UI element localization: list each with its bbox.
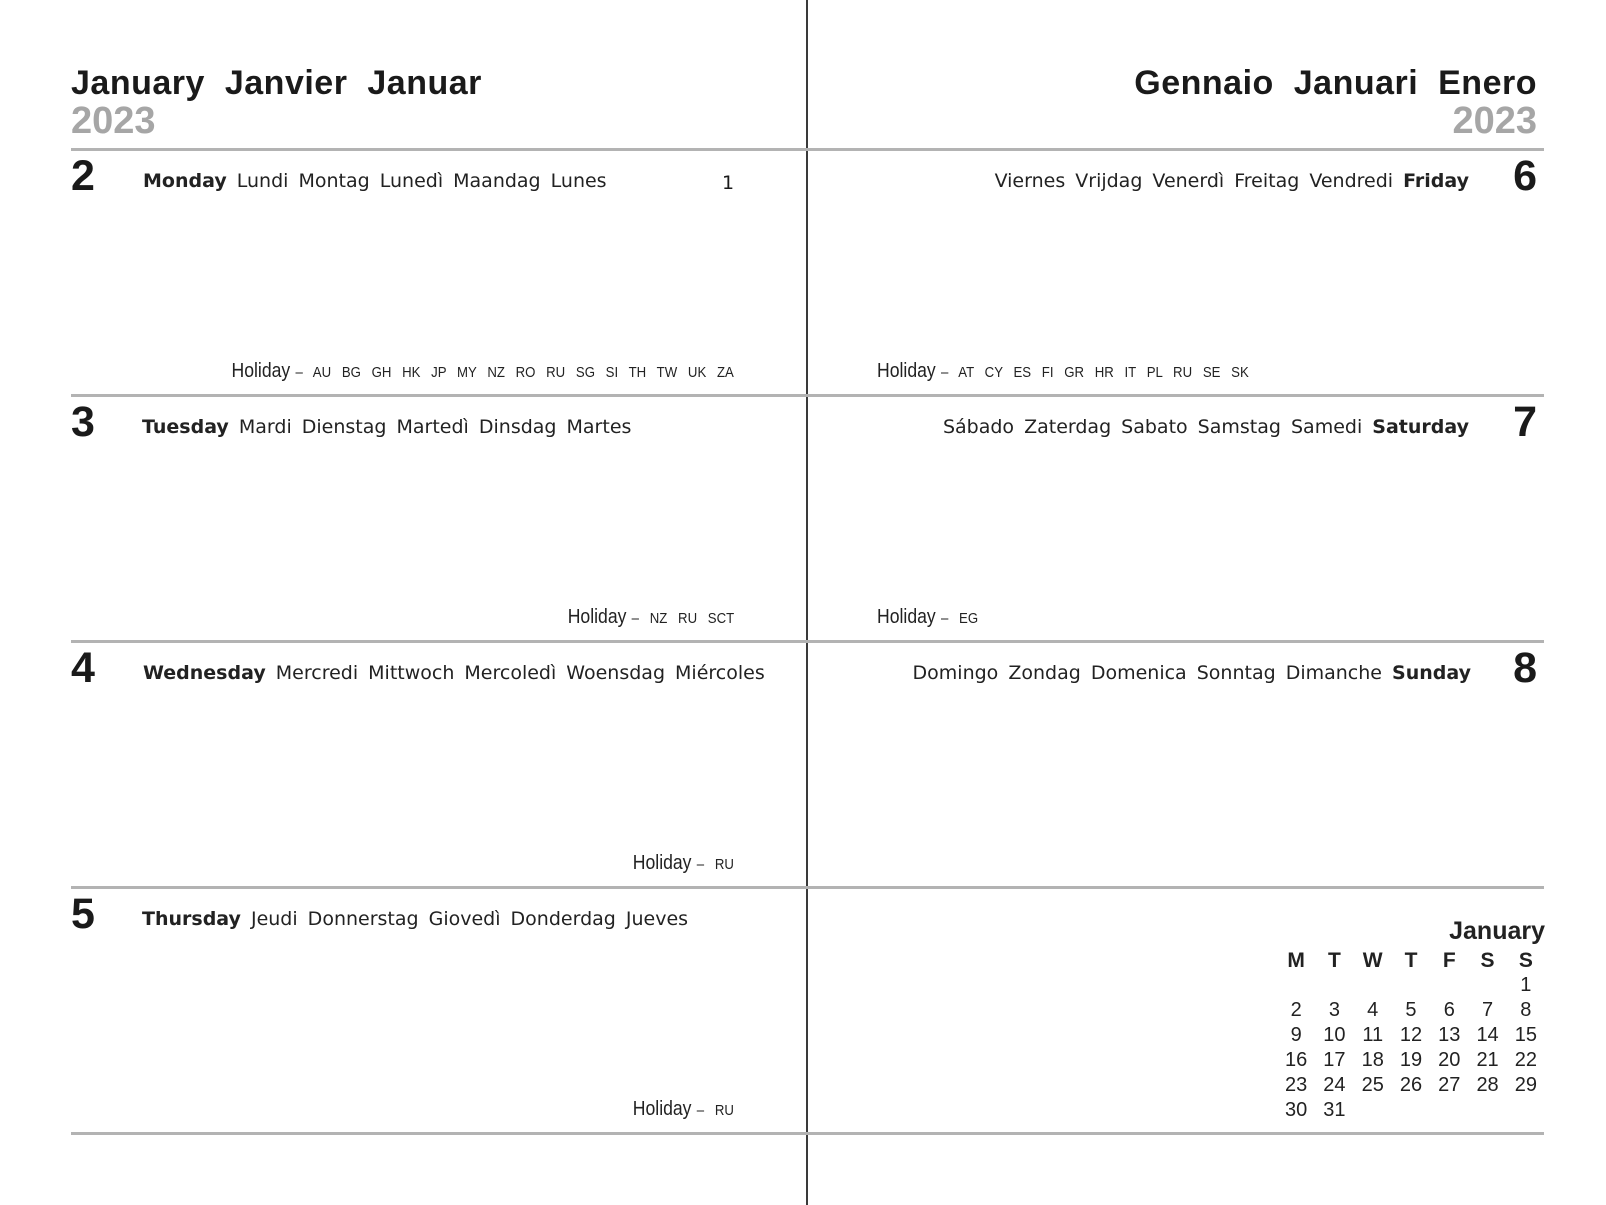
weekday-name-en: Tuesday — [142, 416, 229, 438]
day-number: 4 — [71, 644, 95, 692]
holiday-line — [877, 360, 1249, 383]
holiday-line — [633, 1098, 734, 1121]
weekday-names — [142, 416, 631, 438]
weekday-name-en: Sunday — [1392, 662, 1471, 684]
mini-calendar-date: 14 — [1476, 1024, 1499, 1046]
mini-calendar-weekday-header: W — [1362, 949, 1383, 972]
header-rule — [71, 148, 1544, 151]
week-number: 1 — [722, 172, 735, 194]
weekday-name-en: Friday — [1403, 170, 1469, 192]
holiday-codes: – NZ RU SCT — [631, 610, 734, 627]
day-number: 8 — [1513, 644, 1537, 692]
mini-calendar-date: 31 — [1323, 1099, 1346, 1121]
weekday-name-en: Monday — [143, 170, 227, 192]
holiday-label: Holiday — [567, 606, 627, 628]
page-gutter — [806, 0, 808, 1205]
mini-calendar-date: 27 — [1438, 1074, 1461, 1096]
holiday-line — [633, 852, 734, 875]
mini-calendar-date: 16 — [1285, 1049, 1308, 1071]
weekday-names — [943, 416, 1469, 438]
holiday-label: Holiday — [877, 606, 936, 628]
day-number: 3 — [71, 398, 95, 446]
mini-calendar-empty-cell — [1315, 973, 1353, 998]
mini-calendar-empty-cell — [1354, 973, 1392, 998]
mini-calendar-weekday-header: M — [1287, 949, 1305, 972]
mini-calendar-weekday-header: F — [1442, 949, 1456, 972]
mini-calendar-date: 26 — [1399, 1074, 1423, 1096]
mini-calendar-date: 20 — [1438, 1049, 1461, 1071]
day-divider — [71, 640, 1544, 643]
mini-calendar-date: 12 — [1399, 1024, 1423, 1046]
weekday-names — [142, 908, 688, 930]
mini-calendar-date: 18 — [1361, 1049, 1384, 1071]
mini-calendar-empty-cell — [1354, 1098, 1392, 1123]
weekday-name-en: Saturday — [1372, 416, 1469, 438]
holiday-label: Holiday — [632, 1098, 692, 1120]
mini-calendar-empty-cell — [1392, 1098, 1430, 1123]
bottom-rule — [71, 1132, 1544, 1135]
mini-calendar-title: January — [1449, 917, 1545, 945]
holiday-line — [567, 606, 734, 629]
mini-calendar-weekday-header: T — [1404, 949, 1418, 972]
holiday-label: Holiday — [231, 360, 291, 382]
weekday-translations: Jeudi Donnerstag Giovedì Donderdag Jueves — [250, 908, 689, 930]
mini-calendar-date: 30 — [1285, 1099, 1308, 1121]
mini-calendar-date: 9 — [1290, 1024, 1302, 1046]
holiday-codes: – AU BG GH HK JP MY NZ RO RU SG SI TH TW UK ZA — [295, 364, 734, 381]
mini-calendar-date: 19 — [1399, 1049, 1423, 1071]
mini-calendar-date: 22 — [1514, 1049, 1537, 1071]
holiday-codes: – RU — [696, 1102, 734, 1119]
weekday-names — [143, 170, 607, 192]
holiday-line — [232, 360, 734, 383]
mini-calendar-empty-cell — [1430, 1098, 1468, 1123]
left-month-title: January Janvier Januar — [71, 64, 482, 102]
day-divider — [71, 886, 1544, 889]
mini-calendar-date: 8 — [1520, 999, 1532, 1021]
mini-calendar-date: 17 — [1323, 1049, 1346, 1071]
holiday-codes: – RU — [696, 856, 734, 873]
day-number: 7 — [1513, 398, 1537, 446]
holiday-codes: – AT CY ES FI GR HR IT PL RU SE SK — [940, 364, 1249, 381]
weekday-translations: Mardi Dienstag Martedì Dinsdag Martes — [238, 416, 632, 438]
right-year: 2023 — [1452, 100, 1537, 142]
mini-calendar-date: 11 — [1362, 1024, 1384, 1046]
weekday-translations: Lundi Montag Lunedì Maandag Lunes — [236, 170, 607, 192]
holiday-line — [877, 606, 978, 629]
weekday-names — [143, 662, 765, 684]
holiday-label: Holiday — [877, 360, 936, 382]
mini-calendar-grid — [1277, 948, 1545, 1123]
mini-calendar-date: 28 — [1476, 1074, 1499, 1096]
day-number: 6 — [1513, 152, 1537, 200]
mini-calendar-date: 13 — [1438, 1024, 1461, 1046]
mini-calendar-date: 5 — [1405, 999, 1417, 1021]
mini-calendar-empty-cell — [1468, 1098, 1506, 1123]
mini-calendar-date: 10 — [1323, 1024, 1346, 1046]
mini-calendar-date: 25 — [1361, 1074, 1384, 1096]
left-year: 2023 — [71, 100, 156, 142]
day-number: 2 — [71, 152, 95, 200]
mini-calendar-date: 6 — [1443, 999, 1455, 1021]
mini-calendar-date: 24 — [1323, 1074, 1346, 1096]
weekday-names — [995, 170, 1469, 192]
mini-calendar-date: 4 — [1367, 999, 1379, 1021]
mini-calendar-date: 29 — [1514, 1074, 1537, 1096]
mini-calendar-empty-cell — [1507, 1098, 1545, 1123]
day-divider — [71, 394, 1544, 397]
mini-calendar — [1277, 917, 1545, 1123]
weekday-translations: Sábado Zaterdag Sabato Samstag Samedi — [942, 416, 1363, 438]
mini-calendar-date: 23 — [1285, 1074, 1308, 1096]
holiday-codes: – EG — [940, 610, 979, 627]
weekday-name-en: Wednesday — [143, 662, 266, 684]
mini-calendar-weekday-header: T — [1328, 949, 1341, 972]
mini-calendar-date: 3 — [1328, 999, 1340, 1021]
weekday-names — [913, 662, 1471, 684]
mini-calendar-weekday-header: S — [1518, 949, 1533, 972]
weekday-name-en: Thursday — [142, 908, 241, 930]
mini-calendar-date: 7 — [1482, 999, 1494, 1021]
mini-calendar-date: 15 — [1514, 1024, 1537, 1046]
mini-calendar-date: 1 — [1520, 974, 1532, 996]
mini-calendar-empty-cell — [1430, 973, 1468, 998]
mini-calendar-date: 2 — [1290, 999, 1302, 1021]
mini-calendar-date: 21 — [1476, 1049, 1499, 1071]
mini-calendar-weekday-header: S — [1480, 949, 1495, 972]
weekday-translations: Mercredi Mittwoch Mercoledì Woensdag Miércoles — [275, 662, 765, 684]
mini-calendar-empty-cell — [1277, 973, 1315, 998]
mini-calendar-empty-cell — [1468, 973, 1506, 998]
mini-calendar-empty-cell — [1392, 973, 1430, 998]
weekday-translations: Viernes Vrijdag Venerdì Freitag Vendredi — [994, 170, 1394, 192]
holiday-label: Holiday — [632, 852, 692, 874]
weekday-translations: Domingo Zondag Domenica Sonntag Dimanche — [912, 662, 1382, 684]
day-number: 5 — [71, 890, 95, 938]
right-month-title: Gennaio Januari Enero — [1134, 64, 1537, 102]
